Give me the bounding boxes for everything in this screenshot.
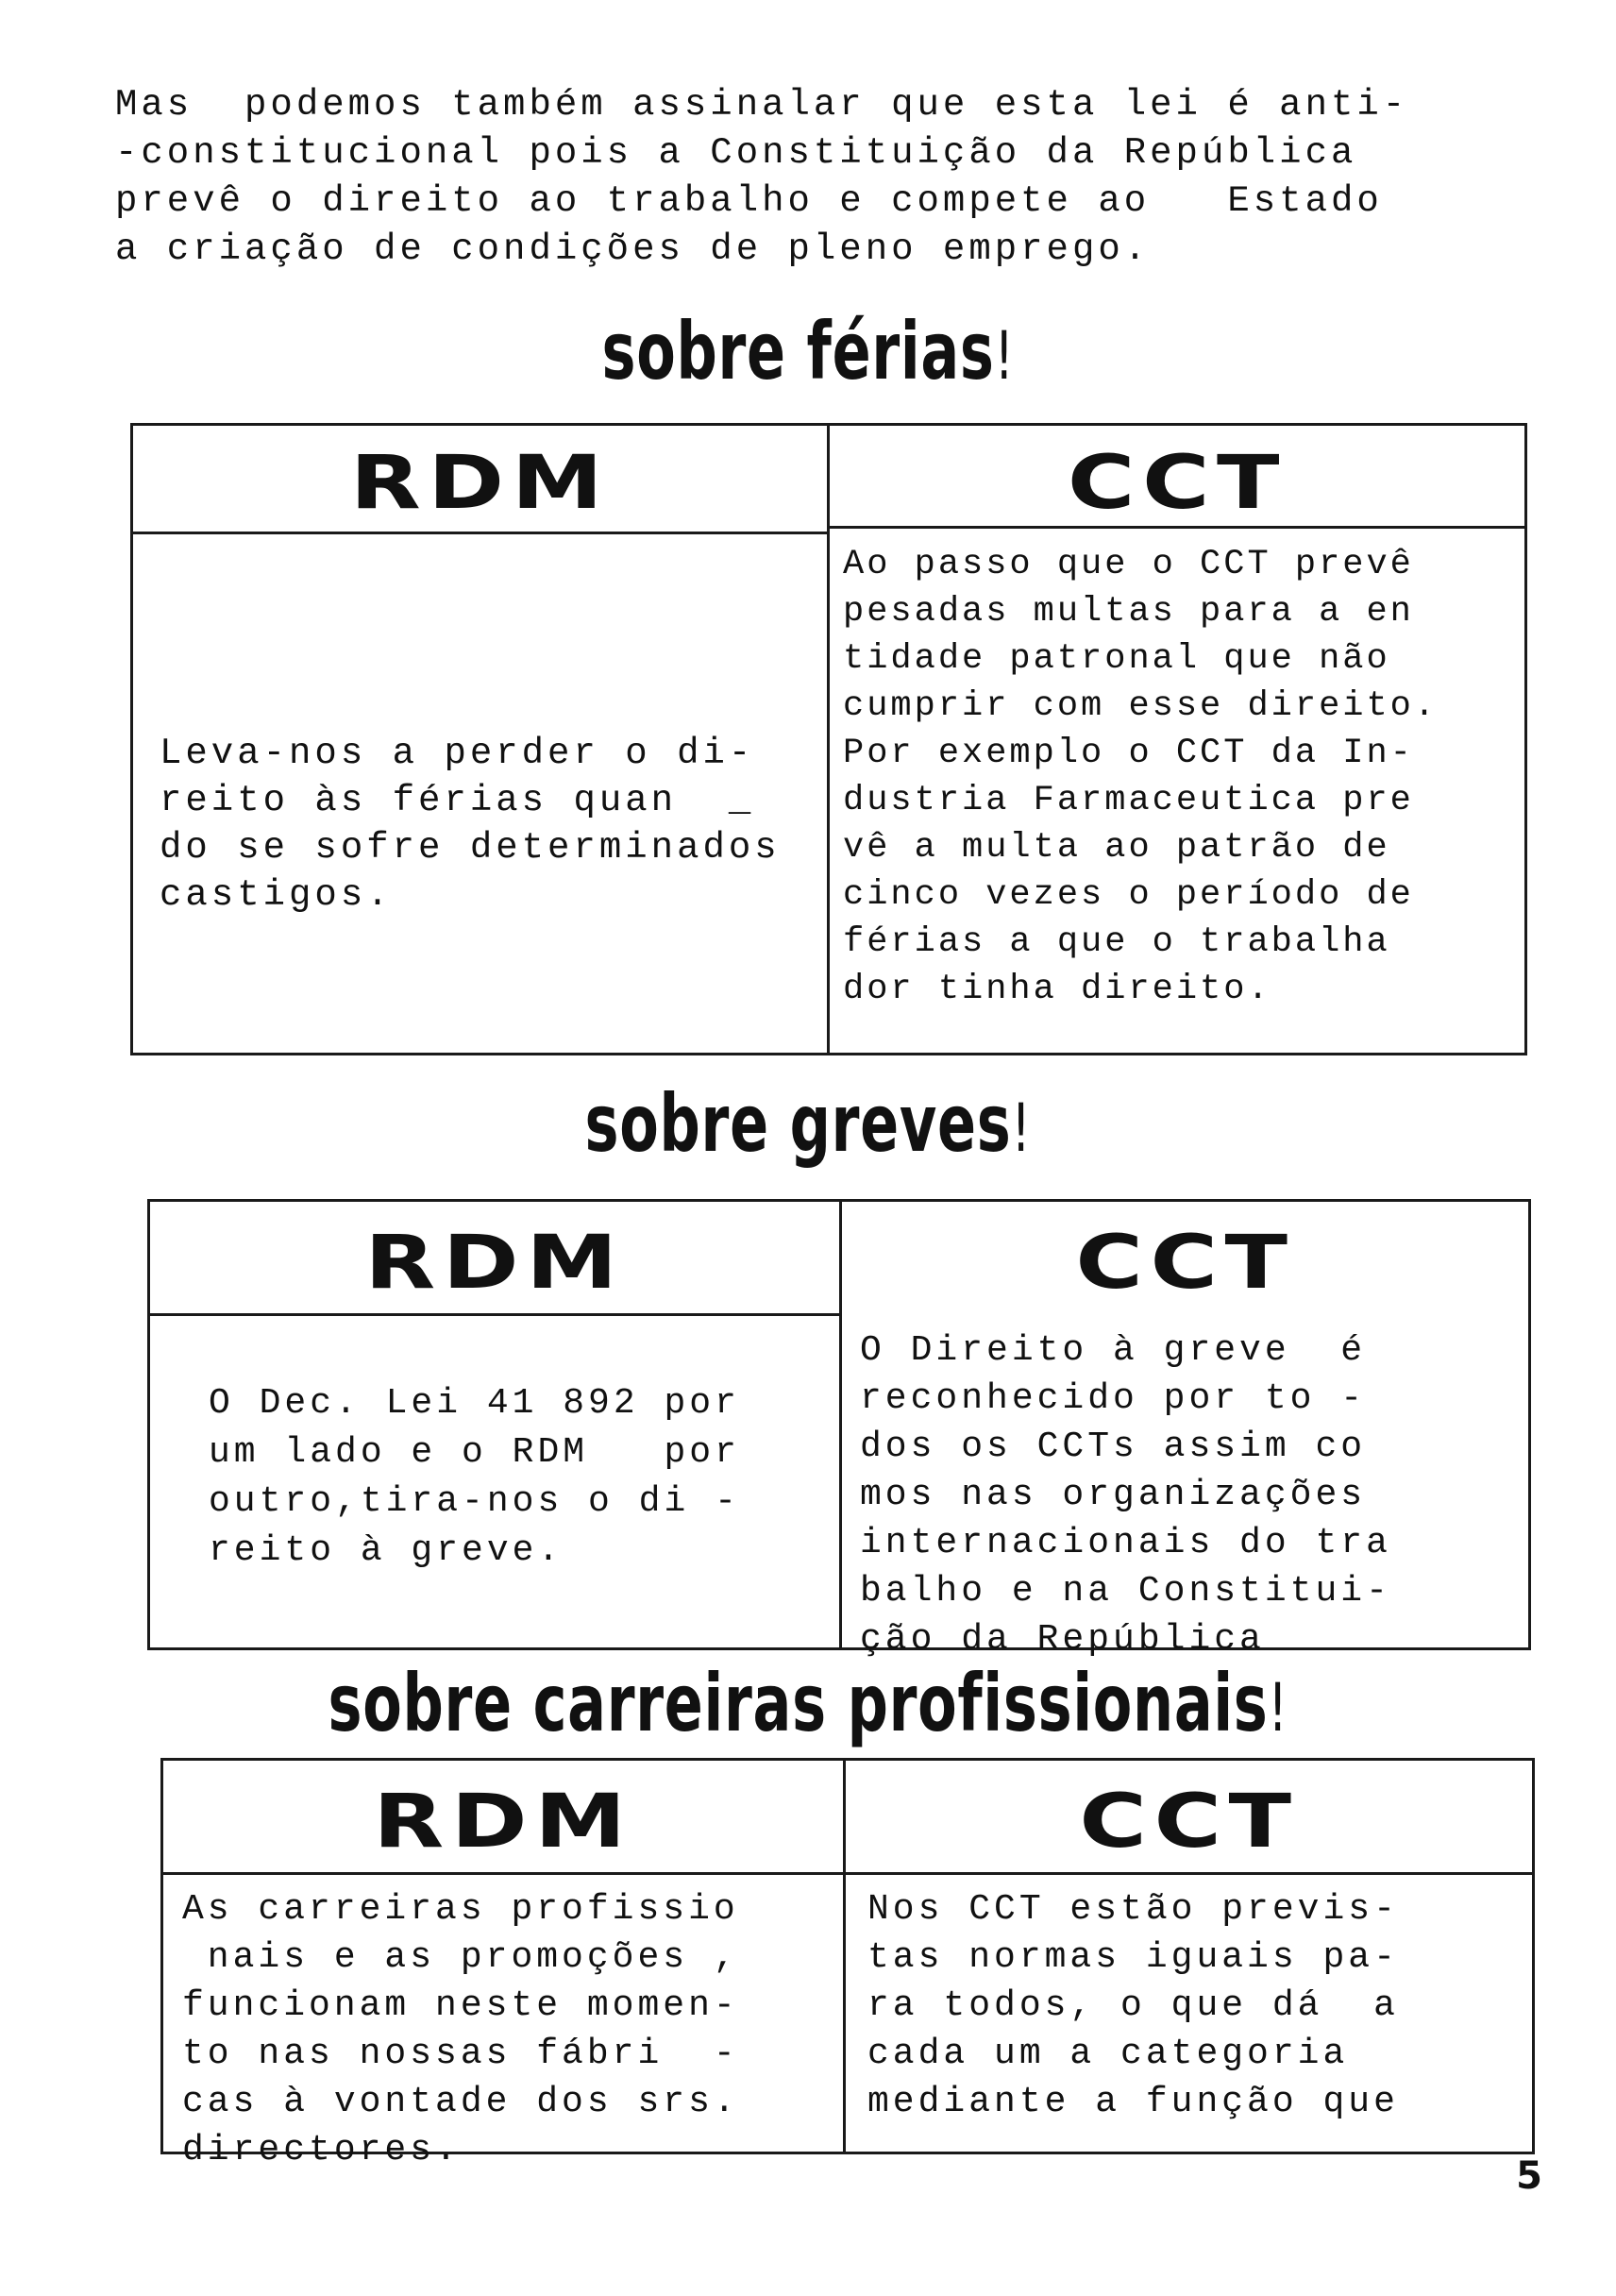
rdm-line: O Dec. Lei 41 892 por (209, 1383, 740, 1424)
intro-line: Mas podemos também assinalar que esta lei é anti- (115, 84, 1409, 126)
cct-line: internacionais do tra (860, 1523, 1391, 1563)
cct-header: CCT (1075, 1221, 1295, 1306)
cct-line: tidade patronal que não (843, 639, 1390, 679)
cct-line: cinco vezes o período de (843, 875, 1414, 915)
cct-line: ção da República (860, 1619, 1265, 1660)
cct-header: CCT (1067, 441, 1288, 526)
intro-line: prevê o direito ao trabalho e compete ao Estado (115, 180, 1383, 222)
rdm-line: castigos. (160, 874, 393, 916)
cct-line: O Direito à greve é (860, 1330, 1367, 1371)
section-title-carreiras (227, 1657, 1390, 1749)
cct-line: tas normas iguais pa- (867, 1937, 1399, 1978)
rdm-header: RDM (349, 441, 611, 526)
rdm-line: reito às férias quan _ (160, 780, 755, 821)
cct-line: Ao passo que o CCT prevê (843, 545, 1414, 584)
cct-text (843, 541, 1438, 1013)
rdm-line: directores. (182, 2130, 461, 2170)
cct-line: cada um a categoria (867, 2034, 1349, 2074)
rdm-text (160, 730, 781, 919)
cct-line: vê a multa ao patrão de (843, 828, 1390, 868)
rdm-line: Leva-nos a perder o di- (160, 733, 755, 774)
header-rule (133, 532, 827, 534)
rdm-text (182, 1885, 739, 2174)
section-title-ferias (227, 305, 1390, 397)
cct-line: dos os CCTs assim co (860, 1427, 1367, 1467)
rdm-line: funcionam neste momen- (182, 1985, 739, 2026)
cct-text (860, 1326, 1391, 1663)
header-rule (150, 1313, 839, 1316)
section-title-text: sobre greves (584, 1077, 1012, 1170)
cct-line: reconhecido por to - (860, 1378, 1367, 1419)
rdm-header: RDM (364, 1221, 625, 1306)
intro-line: -constitucional pois a Constituição da República (115, 132, 1357, 174)
cct-line: dustria Farmaceutica pre (843, 781, 1414, 820)
cct-line: mediante a função que (867, 2082, 1399, 2122)
section-title-text: sobre carreiras profissionais (328, 1657, 1269, 1749)
rdm-line: um lado e o RDM por (209, 1432, 740, 1473)
cct-line: ra todos, o que dá a (867, 1985, 1399, 2026)
section-title-text: sobre férias (601, 305, 995, 397)
comparison-table-ferias (130, 423, 1527, 1055)
exclamation-mark: ! (1011, 1089, 1032, 1167)
intro-line: a criação de condições de pleno emprego. (115, 228, 1151, 270)
rdm-line: reito à greve. (209, 1530, 564, 1571)
cct-line: Por exemplo o CCT da In- (843, 734, 1414, 773)
rdm-line: As carreiras profissio (182, 1889, 739, 1930)
rdm-line: outro,tira-nos o di - (209, 1481, 740, 1522)
cct-text (867, 1885, 1399, 2126)
cct-header: CCT (1079, 1780, 1299, 1865)
page-number: 5 (1516, 2154, 1542, 2198)
intro-paragraph (115, 81, 1531, 274)
cct-line: balho e na Constitui- (860, 1571, 1391, 1612)
header-rule (163, 1872, 1532, 1875)
header-rule (830, 526, 1524, 529)
cct-line: pesadas multas para a en (843, 592, 1414, 632)
rdm-line: nais e as promoções , (182, 1937, 739, 1978)
cct-line: férias a que o trabalha (843, 922, 1390, 962)
cct-line: Nos CCT estão previs- (867, 1889, 1399, 1930)
exclamation-mark: ! (1268, 1669, 1288, 1747)
comparison-table-carreiras (160, 1758, 1535, 2170)
rdm-header: RDM (373, 1780, 633, 1865)
section-title-greves (227, 1077, 1390, 1170)
comparison-table-greves (147, 1199, 1531, 1660)
cct-line: mos nas organizações (860, 1475, 1367, 1515)
cct-line: cumprir com esse direito. (843, 686, 1439, 726)
rdm-line: cas à vontade dos srs. (182, 2082, 739, 2122)
rdm-text (209, 1379, 740, 1576)
exclamation-mark: ! (994, 317, 1015, 395)
rdm-line: do se sofre determinados (160, 827, 781, 869)
cct-line: dor tinha direito. (843, 970, 1271, 1009)
rdm-line: to nas nossas fábri - (182, 2034, 739, 2074)
